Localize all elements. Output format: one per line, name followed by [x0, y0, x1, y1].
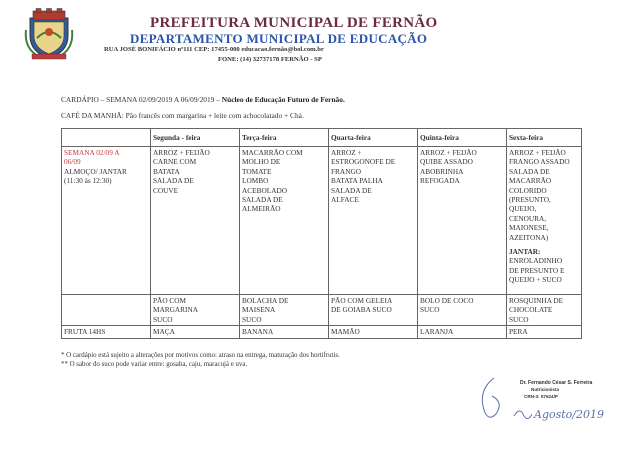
menu-item: ENROLADINHO: [509, 256, 563, 266]
menu-item: CENOURA,: [509, 213, 547, 223]
menu-item: MOLHO DE: [242, 157, 281, 167]
school-name: Núcleo de Educação Futuro de Fernão.: [221, 95, 345, 104]
menu-item: ALFACE: [331, 195, 359, 205]
snack-label-cell: [62, 295, 151, 326]
menu-item: ACEBOLADO: [242, 185, 287, 195]
menu-item: ARROZ +: [331, 148, 362, 157]
friday-lunch-cell: [507, 147, 582, 295]
prefecture-title: PREFEITURA MUNICIPAL DE FERNÃO: [150, 15, 438, 31]
snack-row: [62, 295, 582, 326]
table-header-row: [62, 129, 582, 147]
thursday-snack-cell: [418, 295, 507, 326]
menu-item: CARNE COM: [153, 157, 197, 167]
fruit-label-cell: FRUTA 14HS: [62, 326, 151, 338]
menu-item: QUEIJO + SUCO: [509, 275, 562, 285]
header-tuesday: Terça-feira: [240, 129, 329, 147]
menu-item: ABOBRINHA: [420, 166, 464, 176]
footnote-alterations: * O cardápio está sujeito a alterações por motivos como: atraso na entrega, maturação dos hortifrutis.: [61, 352, 340, 359]
menu-item: LOMBO: [242, 176, 269, 186]
menu-title: [61, 95, 345, 104]
menu-item: MARGARINA: [153, 305, 198, 315]
header-thursday: Quinta-feira: [418, 129, 507, 147]
header-friday: Sexta-feira: [507, 129, 582, 147]
menu-item: SUCO: [153, 314, 173, 324]
week-label-line: SEMANA 02/09 A: [64, 148, 120, 157]
menu-item: SUCO: [420, 305, 440, 315]
week-label-line: 06/09: [64, 157, 81, 167]
friday-fruit-cell: PERA: [507, 326, 582, 338]
menu-item: ESTROGONOFE DE: [331, 157, 396, 167]
menu-item: ARROZ + FEIJÃO: [153, 148, 210, 157]
header-address: RUA JOSÉ BONIFÁCIO nº111 CEP: 17455-000 educacao.fernão@bol.com.br: [104, 46, 324, 53]
footnote-juice-flavor: ** O sabor do suco pode variar entre: gosaba, caju, maracujá e uva.: [61, 360, 248, 368]
menu-item: SALADA DE: [509, 166, 550, 176]
menu-item: QUEIJO,: [509, 204, 537, 214]
menu-item: REFOGADA: [420, 176, 460, 186]
menu-item: MACARRÃO: [509, 176, 552, 186]
menu-item: COLORIDO: [509, 185, 547, 195]
menu-item: FRANGO: [331, 166, 362, 176]
monday-snack-cell: [151, 295, 240, 326]
menu-item: ROSQUINHA DE: [509, 296, 564, 305]
menu-item: MAIONESE,: [509, 223, 549, 233]
menu-item: AZEITONA): [509, 232, 549, 242]
menu-item: BOLACHA DE: [242, 296, 289, 305]
breakfast-line: CAFÉ DA MANHÃ: Pão francês com margarina + leite com achocolatado + Chá.: [61, 111, 304, 120]
weekly-menu-table: [61, 128, 582, 339]
menu-item: ARROZ + FEIJÃO: [509, 148, 566, 157]
menu-item: MAISENA: [242, 305, 276, 315]
menu-item: SUCO: [242, 314, 262, 324]
thursday-lunch-cell: [418, 147, 507, 295]
menu-item: FRANGO ASSADO: [509, 157, 570, 167]
menu-item: ARROZ + FEIJÃO: [420, 148, 477, 157]
wednesday-snack-cell: [329, 295, 418, 326]
nutritionist-crn: CRN-3: 57624/P: [524, 394, 558, 399]
menu-item: CHOCOLATE: [509, 305, 553, 315]
header-empty-cell: [62, 129, 151, 147]
wednesday-lunch-cell: [329, 147, 418, 295]
menu-period: CARDÁPIO – SEMANA 02/09/2019 A 06/09/2019 –: [61, 95, 222, 104]
thursday-fruit-cell: LARANJA: [418, 326, 507, 338]
department-title: DEPARTAMENTO MUNICIPAL DE EDUCAÇÃO: [130, 31, 428, 46]
signature-date-text: Agosto/2019: [534, 408, 604, 421]
menu-item: COUVE: [153, 185, 179, 195]
monday-lunch-cell: [151, 147, 240, 295]
friday-snack-cell: [507, 295, 582, 326]
meal-time-line: (11:30 às 12:30): [64, 176, 112, 186]
menu-item: (PRESUNTO,: [509, 195, 551, 205]
menu-item: BATATA PALHA: [331, 176, 383, 186]
menu-item: SALADA DE: [331, 185, 372, 195]
menu-item: PÃO COM GELEIA: [331, 296, 393, 305]
nutritionist-name: Dr. Fernando César S. Ferreira: [520, 380, 593, 386]
tuesday-snack-cell: [240, 295, 329, 326]
meal-label-line: ALMOÇO/ JANTAR: [64, 166, 127, 176]
friday-dinner-label: JANTAR:: [509, 247, 541, 257]
menu-item: QUIBE ASSADO: [420, 157, 473, 167]
tuesday-fruit-cell: BANANA: [240, 326, 329, 338]
week-meal-cell: [62, 147, 151, 295]
menu-item: SALADA DE: [153, 176, 194, 186]
menu-item: PÃO COM: [153, 296, 187, 305]
header-phone: FONE: (14) 32737178 FERNÃO - SP: [218, 56, 322, 63]
menu-item: TOMATE: [242, 166, 272, 176]
menu-item: SUCO: [509, 314, 529, 324]
header-monday: Segunda - feira: [151, 129, 240, 147]
menu-item: MACARRÃO COM: [242, 148, 303, 157]
header-wednesday: Quarta-feira: [329, 129, 418, 147]
nutritionist-role: Nutricionista: [531, 387, 560, 392]
menu-item: ALMEIRÃO: [242, 204, 281, 214]
menu-item: BATATA: [153, 166, 180, 176]
footnotes: [61, 352, 340, 369]
menu-item: SALADA DE: [242, 195, 283, 205]
tuesday-lunch-cell: [240, 147, 329, 295]
lunch-row: [62, 147, 582, 295]
monday-fruit-cell: MAÇA: [151, 326, 240, 338]
menu-item: DE GOIABA SUCO: [331, 305, 392, 315]
municipal-coat-of-arms-logo: [24, 8, 74, 60]
menu-item: BOLO DE COCO: [420, 296, 474, 305]
fruit-row: [62, 326, 582, 338]
wednesday-fruit-cell: MAMÃO: [329, 326, 418, 338]
menu-item: DE PRESUNTO E: [509, 265, 565, 275]
